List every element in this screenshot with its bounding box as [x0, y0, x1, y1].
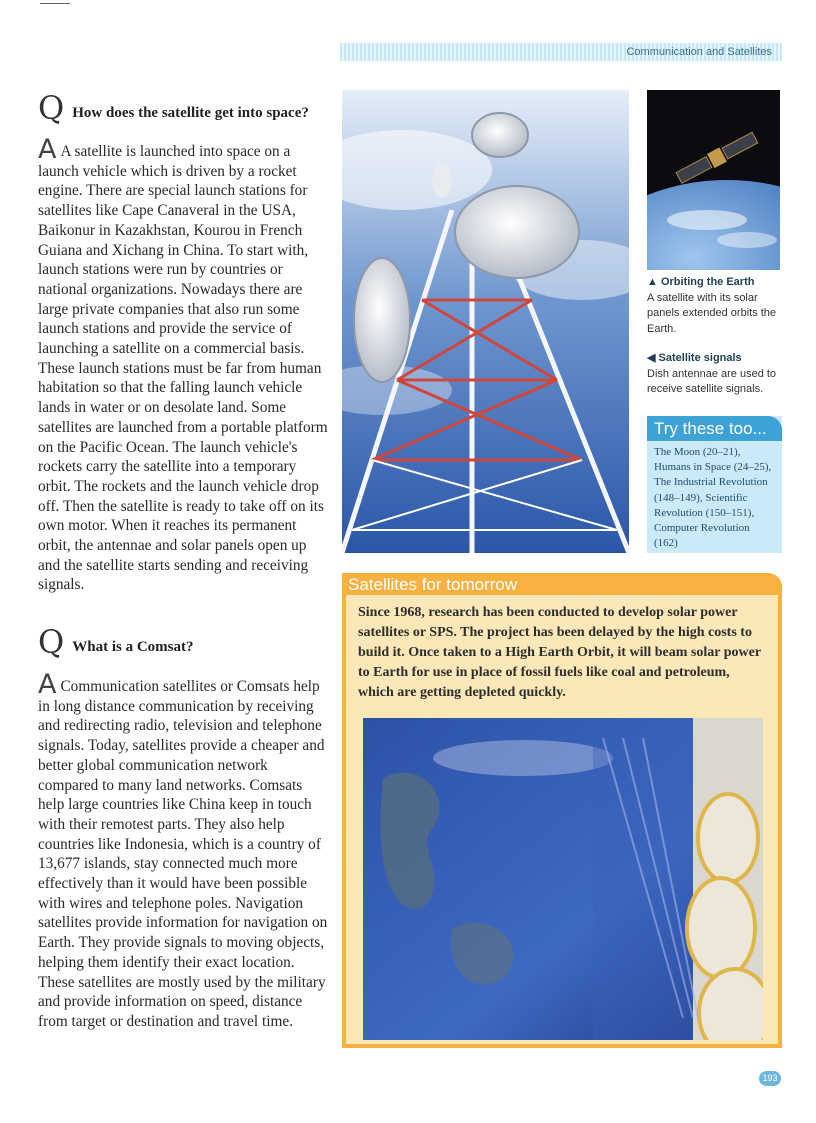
caption-title: Satellite signals — [658, 352, 742, 364]
feature-text: Since 1968, research has been conducted to develop solar power satellites or SPS. The project has been delayed by the high costs to build it. Once taken to a High Earth Orbit, it will beam solar power to Earth for use in place of fossil fuels like coal and petroleum, which are getting depleted quickly. — [358, 605, 761, 700]
question-1 — [38, 89, 338, 127]
caption-orbiting-earth — [647, 275, 782, 337]
caption-text: A satellite with its solar panels extended orbits the Earth. — [647, 291, 777, 335]
question-1-text: How does the satellite get into space? — [72, 105, 309, 121]
try-these-box — [647, 416, 782, 553]
feature-body — [346, 595, 778, 1044]
question-2 — [38, 623, 338, 661]
triangle-up-icon: ▲ — [647, 276, 658, 288]
answer-2-text: Communication satellites or Comsats help in long distance communication by receiving and redirecting radio, television and telephone signals. Today, satellites provide a cheaper and better global communication network compared to many land networks. Comsats help large countries like China keep in touch with their remotest parts. They also help countries like Indonesia, which is a country of 13,677 islands, stay connected much more effectively than it would have been possible with wires and telephone poles. Navigation satellites provide information for navigation on Earth. They provide signals to moving objects, helping them identify their exact location. These satellites are mostly used by the military and provide information on speed, distance from target or destination and travel time. — [38, 678, 328, 1030]
try-these-title: Try these too... — [647, 416, 782, 441]
q-letter: Q — [38, 89, 65, 127]
corner-crop-mark — [40, 3, 70, 4]
try-these-links: The Moon (20–21), Humans in Space (24–25), The Industrial Revolution (148–149), Scientific Revolution (150–151), Computer Revolution (162) — [654, 446, 772, 550]
answer-1 — [38, 134, 328, 595]
caption-satellite-signals — [647, 351, 782, 398]
tower-dish-photo — [342, 90, 629, 553]
caption-title: Orbiting the Earth — [660, 276, 755, 288]
satellite-orbit-photo — [647, 90, 780, 270]
feature-title: Satellites for tomorrow — [348, 575, 518, 594]
answer-2 — [38, 669, 328, 1032]
question-2-text: What is a Comsat? — [72, 639, 194, 655]
a-letter: A — [38, 134, 57, 165]
page-number: 193 — [759, 1071, 781, 1086]
caption-text: Dish antennae are used to receive satellite signals. — [647, 367, 777, 395]
solar-satellite-photo — [363, 718, 763, 1040]
q-letter: Q — [38, 623, 65, 661]
feature-box — [342, 573, 782, 1048]
triangle-left-icon: ◀ — [647, 352, 656, 364]
answer-1-text: A satellite is launched into space on a launch vehicle which is driven by a rocket engine. There are special launch stations for satellites like Cape Canaveral in the USA, Baikonur in Kazakhstan, Kourou in French Guiana and Xichang in China. To start with, launch stations were run by countries or national organizations. Nowadays there are large private companies that also run some launch stations and provide the service of launching a satellite on a commercial basis. These launch stations must be far from human habitation so that the falling launch vehicle lands in water or on desolate land. Some satellites are launched from a portable platform on the Pacific Ocean. The launch vehicle's rockets carry the satellite into a temporary orbit. The rockets and the launch vehicle drop off. Then the satellite is ready to take off on its own motor. When it reaches its permanent orbit, the antennae and solar panels open up and the satellite starts sending and receiving signals. — [38, 143, 328, 594]
a-letter: A — [38, 669, 57, 700]
section-title: Communication and Satellites — [626, 46, 772, 58]
